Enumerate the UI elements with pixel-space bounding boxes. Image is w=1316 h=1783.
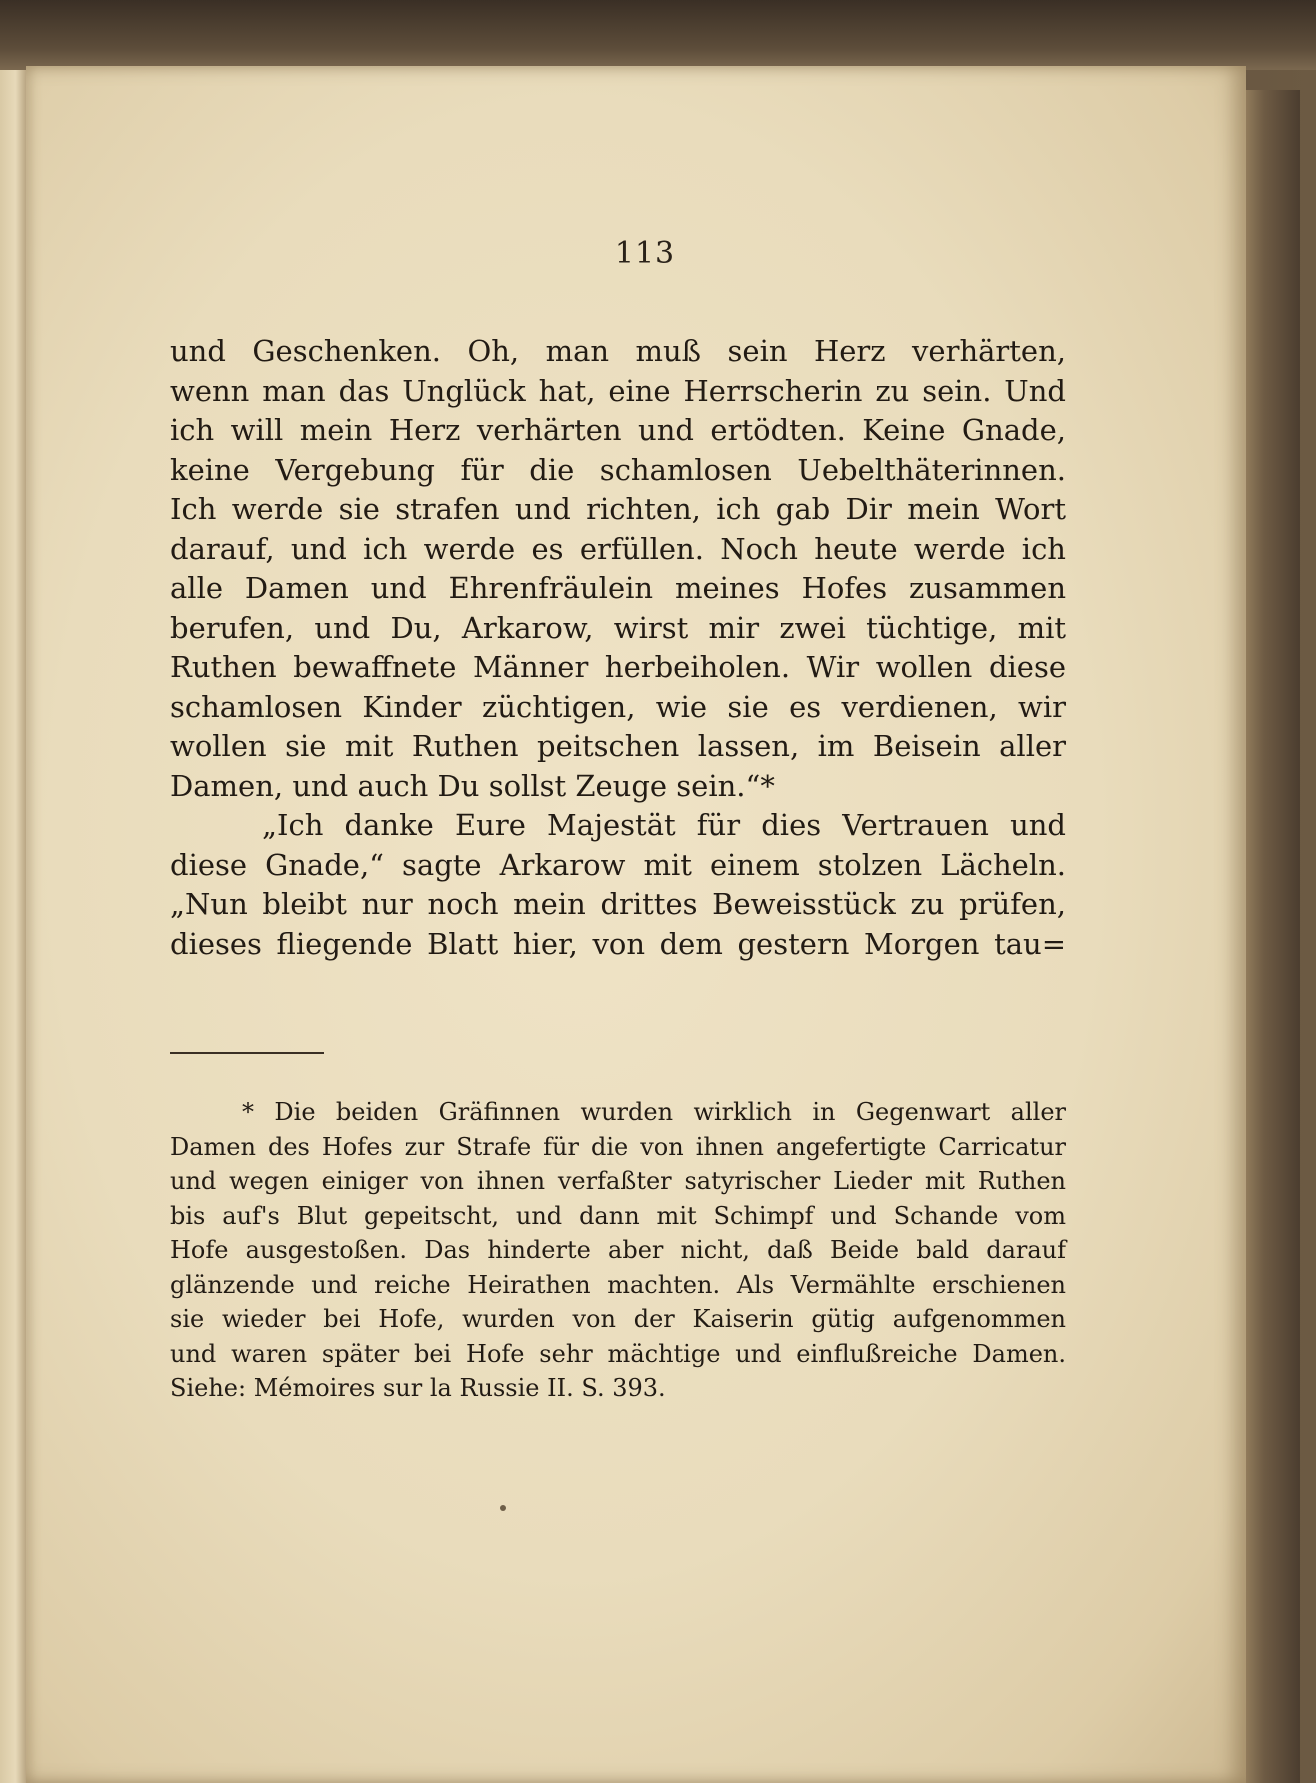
body-line: ich will mein Herz verhärten und ertödten. Keine Gnade,: [170, 413, 1066, 447]
body-line: keine Vergebung für die schamlosen Uebelthäterinnen.: [170, 452, 1066, 487]
body-line: wenn man das Unglück hat, eine Herrscherin zu sein. Und: [170, 373, 1066, 408]
body-line: diese Gnade,“ sagte Arkarow mit einem stolzen Lächeln.: [170, 847, 1066, 882]
body-line: berufen, und Du, Arkarow, wirst mir zwei tüchtige, mit: [170, 610, 1066, 645]
footnote-line: sie wieder bei Hofe, wurden von der Kaiserin gütig aufgenommen: [170, 1305, 1066, 1333]
footnote-line: bis auf's Blut gepeitscht, und dann mit Schimpf und Schande vom: [170, 1201, 1066, 1230]
footnote: [170, 1095, 1066, 1406]
body-line: darauf, und ich werde es erfüllen. Noch heute werde ich: [170, 531, 1066, 566]
body-line: alle Damen und Ehrenfräulein meines Hofes zusammen: [170, 571, 1066, 605]
footnote-separator: [170, 1052, 324, 1054]
body-line: Damen, und auch Du sollst Zeuge sein.“*: [170, 768, 775, 803]
book-cover-top-edge: [0, 0, 1316, 70]
body-line: dieses fliegende Blatt hier, von dem gestern Morgen tau=: [170, 926, 1066, 961]
footnote-line: und wegen einiger von ihnen verfaßter satyrischer Lieder mit Ruthen: [170, 1167, 1066, 1195]
page-speck: [500, 1505, 506, 1511]
footnote-line: und waren später bei Hofe sehr mächtige und einflußreiche Damen.: [170, 1339, 1066, 1368]
body-line: und Geschenken. Oh, man muß sein Herz verhärten,: [170, 334, 1066, 368]
body-line: „Ich danke Eure Majestät für dies Vertrauen und: [262, 808, 1066, 842]
footnote-line: * Die beiden Gräfinnen wurden wirklich in Gegenwart aller: [242, 1098, 1066, 1126]
page-number: 113: [614, 236, 676, 271]
footnote-line: glänzende und reiche Heirathen machten. Als Vermählte erschienen: [170, 1270, 1066, 1299]
footnote-line: Hofe ausgestoßen. Das hinderte aber nicht, daß Beide bald darauf: [170, 1236, 1066, 1264]
body-line: „Nun bleibt nur noch mein drittes Beweisstück zu prüfen,: [170, 887, 1066, 921]
body-line: wollen sie mit Ruthen peitschen lassen, im Beisein aller: [170, 729, 1066, 763]
body-line: schamlosen Kinder züchtigen, wie sie es verdienen, wir: [170, 689, 1066, 724]
previous-page-edge: [0, 70, 28, 1783]
footnote-line: Siehe: Mémoires sur la Russie II. S. 393.: [170, 1374, 666, 1402]
body-line: Ich werde sie strafen und richten, ich gab Dir mein Wort: [170, 492, 1066, 526]
footnote-line: Damen des Hofes zur Strafe für die von ihnen angefertigte Carricatur: [170, 1132, 1066, 1161]
book-spine-edge: [1240, 90, 1300, 1783]
body-text: [170, 332, 1066, 964]
body-line: Ruthen bewaffnete Männer herbeiholen. Wir wollen diese: [170, 650, 1066, 684]
